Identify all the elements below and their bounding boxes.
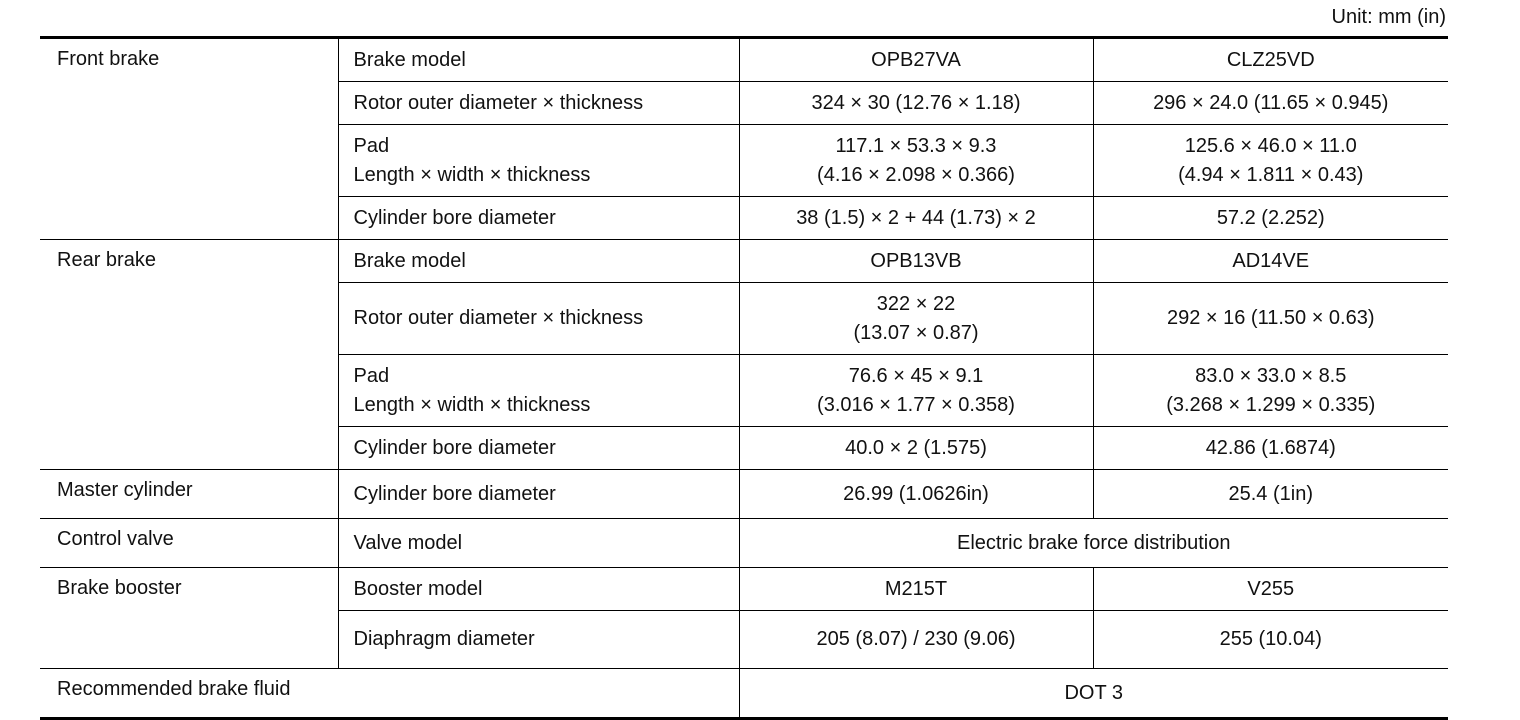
value-line: 322 × 22	[876, 292, 956, 315]
item-rotor: Rotor outer diameter × thickness	[338, 283, 739, 355]
brake-spec-table	[40, 36, 1448, 720]
value-cell: 57.2 (2.252)	[1093, 197, 1448, 240]
value-cell	[739, 125, 1093, 197]
value-line: (4.94 × 1.811 × 0.43)	[1178, 163, 1364, 186]
value-cell: 255 (10.04)	[1093, 611, 1448, 669]
unit-note: Unit: mm (in)	[1331, 6, 1446, 28]
value-line: (13.07 × 0.87)	[853, 321, 979, 344]
group-front-brake: Front brake	[40, 38, 338, 240]
group-brake-fluid: Recommended brake fluid	[40, 669, 739, 719]
value-cell: AD14VE	[1093, 240, 1448, 283]
item-pad-line1: Pad	[353, 364, 390, 387]
value-cell: OPB13VB	[739, 240, 1093, 283]
item-pad-line1: Pad	[353, 134, 390, 157]
value-cell: 40.0 × 2 (1.575)	[739, 427, 1093, 470]
value-line: (3.268 × 1.299 × 0.335)	[1166, 393, 1376, 416]
item-pad-line2: Length × width × thickness	[353, 393, 591, 416]
item-brake-model: Brake model	[338, 240, 739, 283]
table-row	[40, 38, 1448, 82]
group-control-valve: Control valve	[40, 519, 338, 568]
value-line: 83.0 × 33.0 × 8.5	[1195, 364, 1347, 387]
value-cell: M215T	[739, 568, 1093, 611]
value-cell: Electric brake force distribution	[739, 519, 1448, 568]
value-cell: 26.99 (1.0626in)	[739, 470, 1093, 519]
table-row	[40, 519, 1448, 568]
item-pad	[338, 125, 739, 197]
item-rotor: Rotor outer diameter × thickness	[338, 82, 739, 125]
value-cell: 205 (8.07) / 230 (9.06)	[739, 611, 1093, 669]
value-cell: 296 × 24.0 (11.65 × 0.945)	[1093, 82, 1448, 125]
group-brake-booster: Brake booster	[40, 568, 338, 669]
value-cell: CLZ25VD	[1093, 38, 1448, 82]
value-cell: 292 × 16 (11.50 × 0.63)	[1093, 283, 1448, 355]
value-cell	[739, 355, 1093, 427]
table-row	[40, 568, 1448, 611]
value-cell: 38 (1.5) × 2 + 44 (1.73) × 2	[739, 197, 1093, 240]
value-cell: 42.86 (1.6874)	[1093, 427, 1448, 470]
value-cell: OPB27VA	[739, 38, 1093, 82]
item-diaphragm: Diaphragm diameter	[338, 611, 739, 669]
value-cell: 324 × 30 (12.76 × 1.18)	[739, 82, 1093, 125]
value-cell: DOT 3	[739, 669, 1448, 719]
table-row	[40, 240, 1448, 283]
value-cell: V255	[1093, 568, 1448, 611]
value-cell	[739, 283, 1093, 355]
table-row	[40, 669, 1448, 719]
value-line: (3.016 × 1.77 × 0.358)	[817, 393, 1015, 416]
value-cell: 25.4 (1in)	[1093, 470, 1448, 519]
item-pad	[338, 355, 739, 427]
value-cell	[1093, 355, 1448, 427]
group-master-cylinder: Master cylinder	[40, 470, 338, 519]
value-line: 125.6 × 46.0 × 11.0	[1184, 134, 1357, 157]
item-pad-line2: Length × width × thickness	[353, 163, 591, 186]
value-line: 117.1 × 53.3 × 9.3	[835, 134, 997, 157]
item-cylinder-bore: Cylinder bore diameter	[338, 470, 739, 519]
table-row	[40, 470, 1448, 519]
item-cylinder-bore: Cylinder bore diameter	[338, 427, 739, 470]
value-cell	[1093, 125, 1448, 197]
value-line: (4.16 × 2.098 × 0.366)	[817, 163, 1015, 186]
item-brake-model: Brake model	[338, 38, 739, 82]
item-valve-model: Valve model	[338, 519, 739, 568]
group-rear-brake: Rear brake	[40, 240, 338, 470]
item-cylinder-bore: Cylinder bore diameter	[338, 197, 739, 240]
value-line: 76.6 × 45 × 9.1	[848, 364, 984, 387]
item-booster-model: Booster model	[338, 568, 739, 611]
